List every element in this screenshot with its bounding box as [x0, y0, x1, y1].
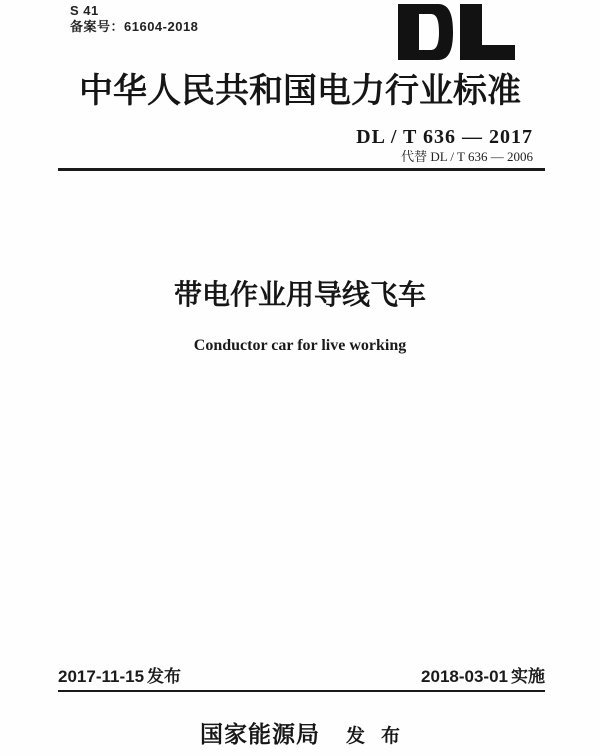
issue-date-value: 2017-11-15 [58, 667, 145, 686]
implementation-date [421, 667, 545, 687]
footer-rule [58, 690, 545, 692]
record-number: 备案号：61604-2018 [70, 19, 199, 34]
standard-code: DL / T 636 — 2017 [356, 126, 533, 148]
header-rule [58, 168, 545, 171]
dl-logo [398, 4, 515, 60]
issuing-authority: 国家能源局 [199, 722, 320, 747]
document-title-zh: 带电作业用导线飞车 [173, 279, 426, 310]
classification-code: S 41 [70, 3, 99, 18]
replaced-standard-note: 代替 DL / T 636 — 2006 [401, 149, 533, 164]
classification-block [70, 3, 198, 35]
publisher-line [0, 716, 600, 749]
standard-number-block [58, 126, 533, 164]
implementation-date-label: 实施 [511, 667, 545, 686]
implementation-date-value: 2018-03-01 [421, 667, 508, 686]
publish-label: 发布 [345, 726, 416, 747]
issue-date [58, 667, 181, 687]
date-row [58, 667, 545, 687]
standard-category-title: 中华人民共和国电力行业标准 [79, 73, 521, 110]
document-title-en: Conductor car for live working [193, 337, 407, 354]
issue-date-label: 发布 [147, 667, 182, 686]
dl-logo-glyphs [398, 4, 515, 60]
